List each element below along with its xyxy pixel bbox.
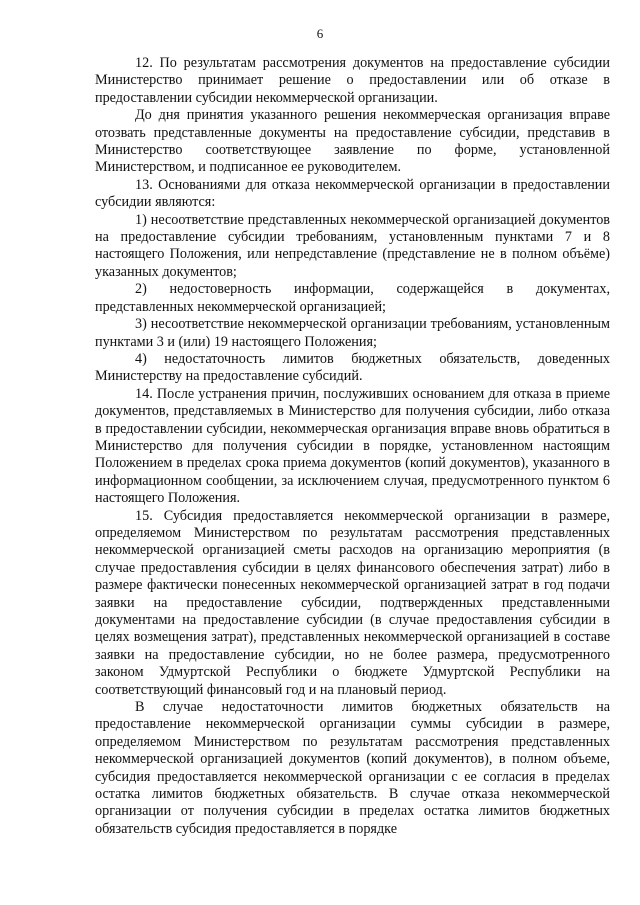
paragraph-15: 15. Субсидия предоставляется некоммерческой организации в размере, определяемом Министерством по результатам рассмотрения представленных некоммерческой организацией сметы расходов на организацию мероприятия (в случае предоставления субсидии в целях финансового обеспечения затрат) либо в размере фактически понесенных некоммерческой организацией затрат в год подачи заявки на предоставление субсидии, подтвержденных представленными документами на предоставление субсидии (в случае предоставления субсидии в целях возмещения затрат), представленных некоммерческой организацией в составе заявки на предоставление субсидии, но не более размера, предусмотренного законом Удмуртской Республики о бюджете Удмуртской Республики на соответствующий финансовый год и на плановый период. xyxy=(95,507,610,698)
refusal-reason-4: 4) недостаточность лимитов бюджетных обязательств, доведенных Министерству на предоставление субсидий. xyxy=(95,350,610,385)
paragraph-13: 13. Основаниями для отказа некоммерческой организации в предоставлении субсидии являются: xyxy=(95,176,610,211)
refusal-reason-2: 2) недостоверность информации, содержащейся в документах, представленных некоммерческой организацией; xyxy=(95,281,610,315)
paragraph-12: 12. По результатам рассмотрения документов на предоставление субсидии Министерство принимает решение о предоставлении или об отказе в предоставлении субсидии некоммерческой организации. xyxy=(95,55,610,106)
paragraph-14: 14. После устранения причин, послуживших основанием для отказа в приеме документов, представляемых в Министерство для получения субсидии, либо отказа в предоставлении субсидии, некоммерческая организация вправе вновь обратиться в Министерство для получения субсидии в порядке, установленном настоящим Положением в пределах срока приема документов (копий документов), указанного в информационном сообщении, за исключением случая, предусмотренного пунктом 6 настоящего Положения. xyxy=(95,385,610,507)
document-body xyxy=(95,55,610,838)
page-number: 6 xyxy=(316,26,324,41)
refusal-reason-1: 1) несоответствие представленных некоммерческой организацией документов на предоставление субсидии требованиям, установленным пунктами 7 и 8 настоящего Положения, или непредставление (представление не в полном объёме) указанных документов; xyxy=(95,211,610,280)
refusal-reason-3: 3) несоответствие некоммерческой организации требованиям, установленным пунктами 3 и (или) 19 настоящего Положения; xyxy=(95,316,610,350)
paragraph-insufficient-limits: В случае недостаточности лимитов бюджетных обязательств на предоставление некоммерческой организации суммы субсидии в размере, определяемом Министерством по результатам рассмотрения представленных некоммерческой организацией документов (копий документов), в полном объеме, субсидия предоставляется некоммерческой организации с ее согласия в пределах остатка лимитов бюджетных обязательств. В случае отказа некоммерческой организации от получения субсидии в пределах остатка лимитов бюджетных обязательств субсидия предоставляется в порядке xyxy=(95,699,610,837)
paragraph-withdrawal: До дня принятия указанного решения некоммерческая организация вправе отозвать представленные документы на предоставление субсидии, представив в Министерство соответствующее заявление по форме, установленной Министерством, и подписанное ее руководителем. xyxy=(95,107,610,176)
